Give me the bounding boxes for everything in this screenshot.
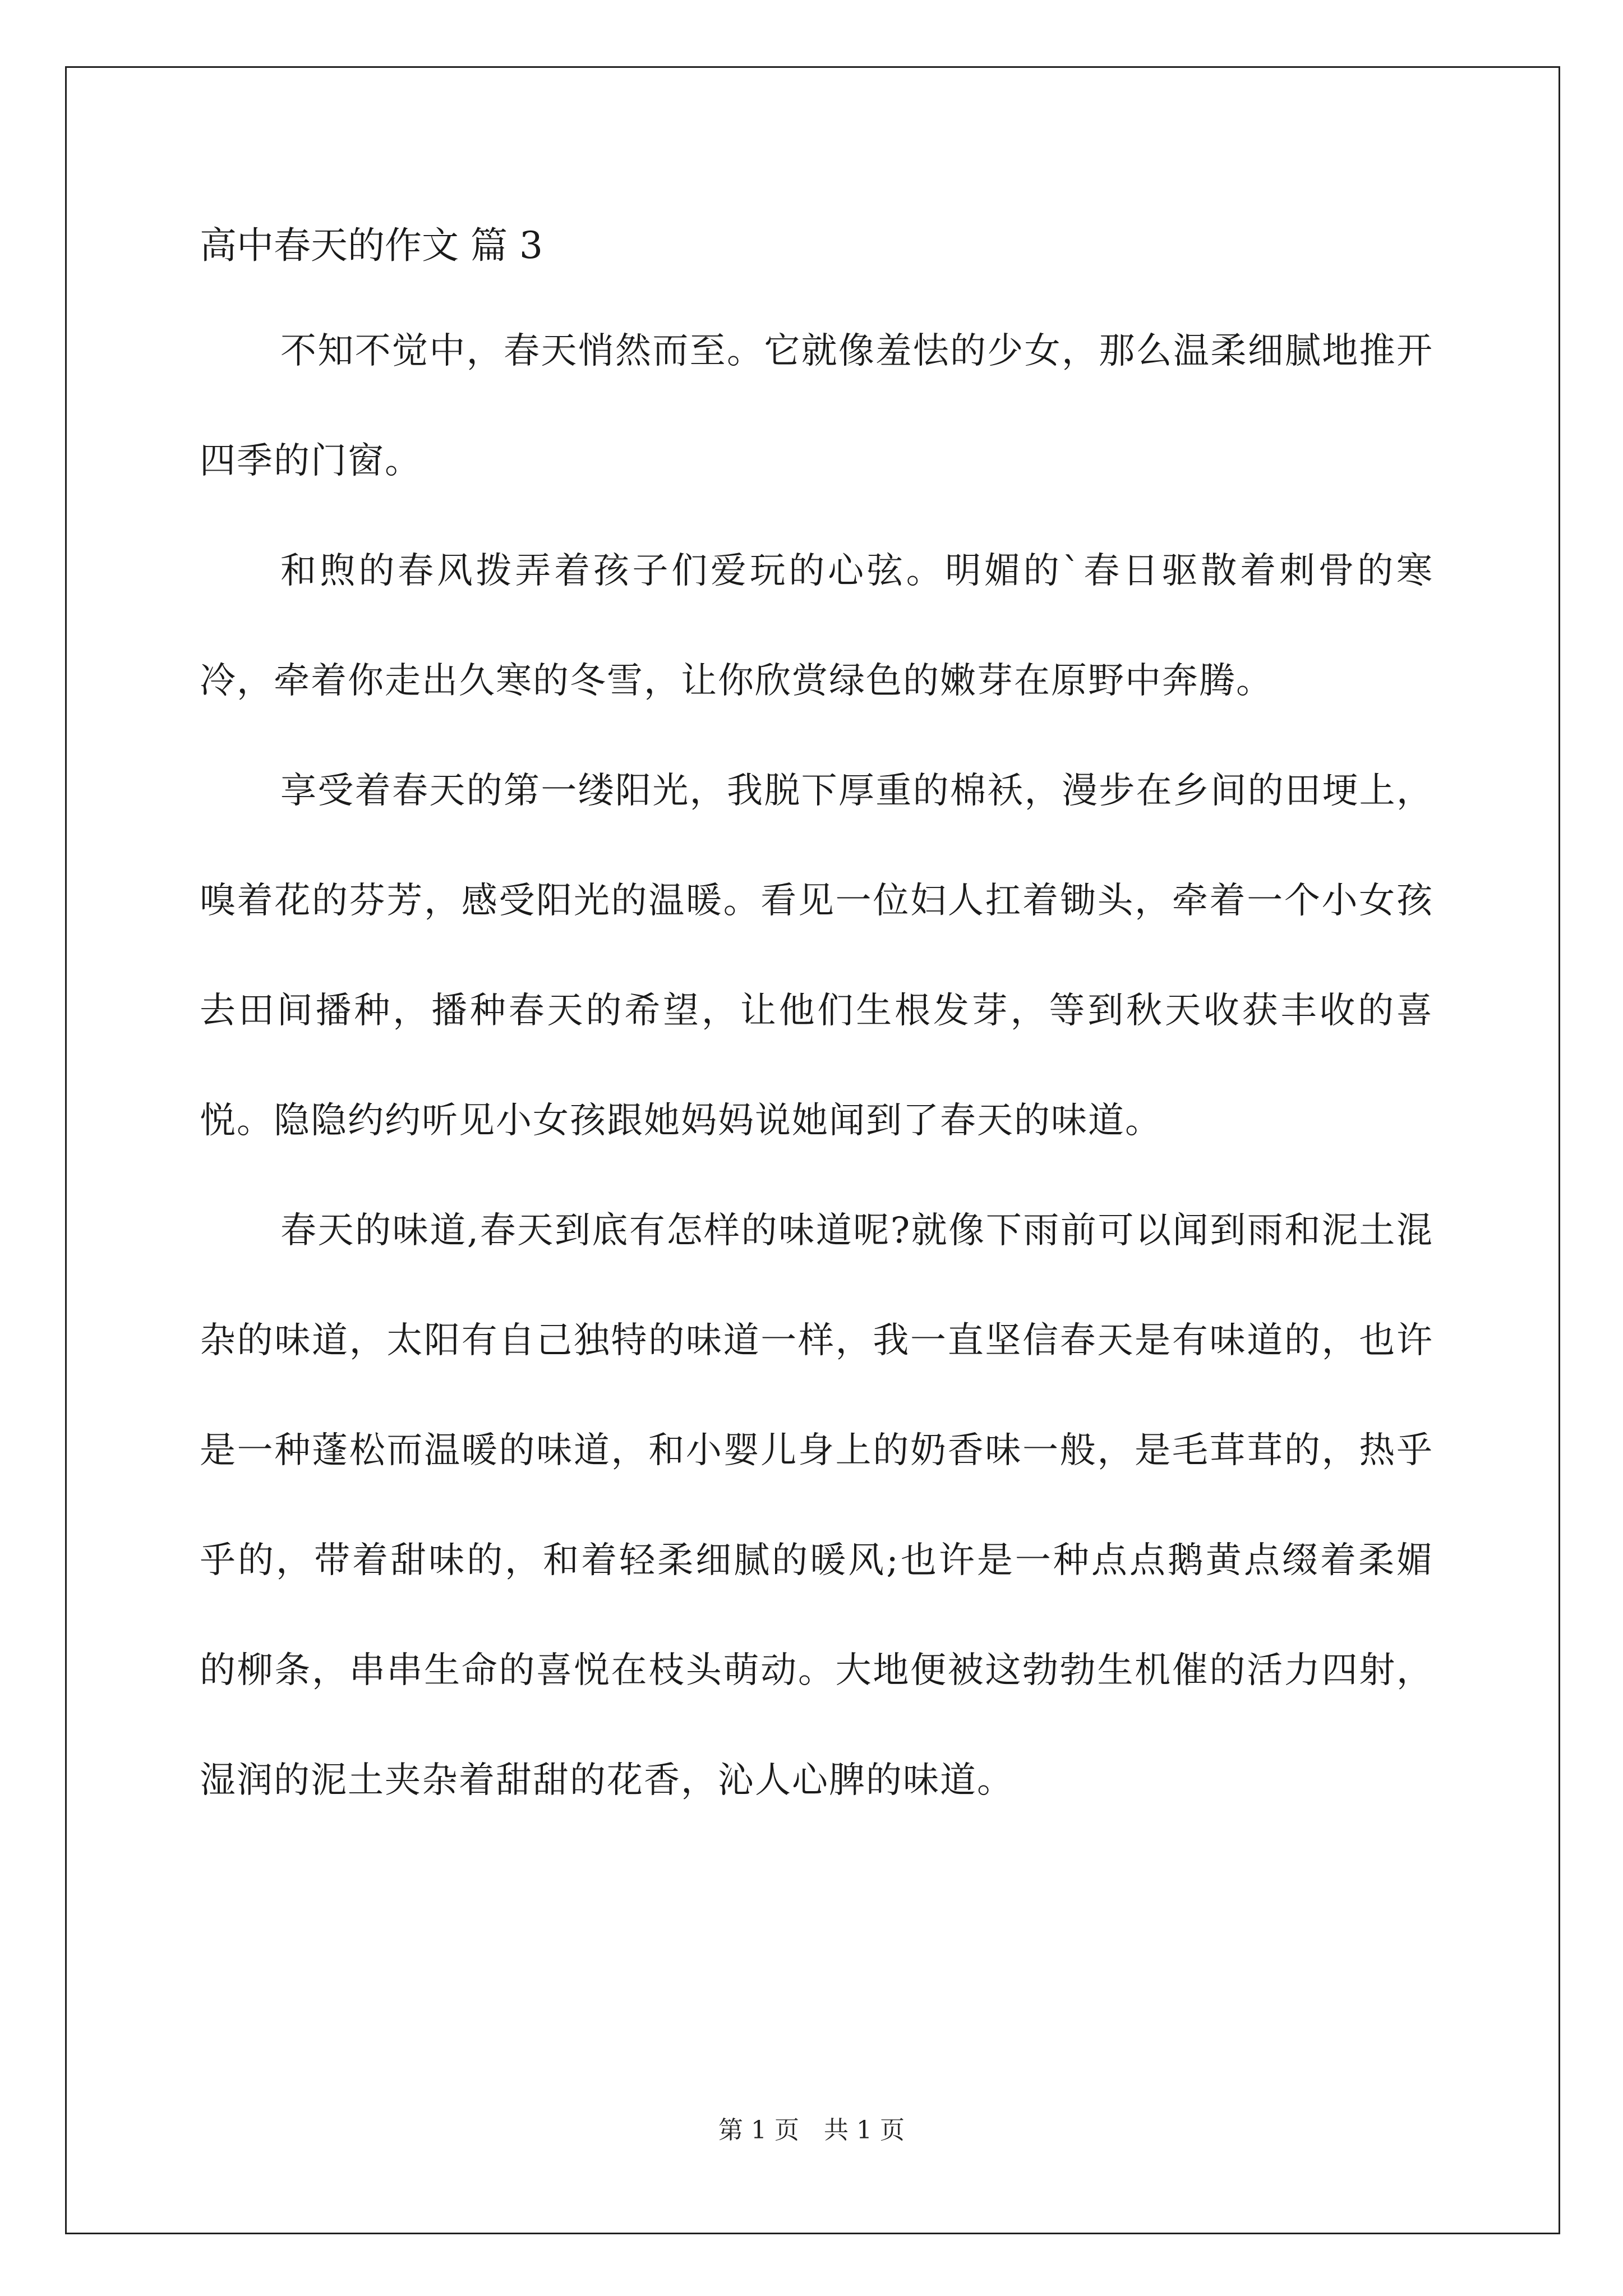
document-title: 高中春天的作文 篇 3 [200,224,543,267]
page-number-footer: 第 1 页 共 1 页 [718,2116,905,2145]
paragraph-2: 和煦的春风拨弄着孩子们爱玩的心弦。明媚的`春日驱散着刺骨的寒冷，牵着你走出久寒的冬雪，让你欣赏绿色的嫩芽在原野中奔腾。 [200,550,1433,702]
paragraph-3: 享受着春天的第一缕阳光，我脱下厚重的棉袄，漫步在乡间的田埂上，嗅着花的芬芳，感受阳光的温暖。看见一位妇人扛着锄头，牵着一个小女孩去田间播种，播种春天的希望，让他们生根发芽，等到秋天收获丰收的喜悦。隐隐约约听见小女孩跟她妈妈说她闻到了春天的味道。 [200,770,1433,1142]
paragraph-1: 不知不觉中，春天悄然而至。它就像羞怯的少女，那么温柔细腻地推开四季的门窗。 [200,330,1433,482]
paragraph-4: 春天的味道,春天到底有怎样的味道呢?就像下雨前可以闻到雨和泥土混杂的味道，太阳有自己独特的味道一样，我一直坚信春天是有味道的，也许是一种蓬松而温暖的味道，和小婴儿身上的奶香味一般，是毛茸茸的，热乎乎的，带着甜味的，和着轻柔细腻的暖风;也许是一种点点鹅黄点缀着柔媚的柳条，串串生命的喜悦在枝头萌动。大地便被这勃勃生机催的活力四射，湿润的泥土夹杂着甜甜的花香，沁人心脾的味道。 [200,1210,1433,1801]
document-body [200,212,1433,1835]
